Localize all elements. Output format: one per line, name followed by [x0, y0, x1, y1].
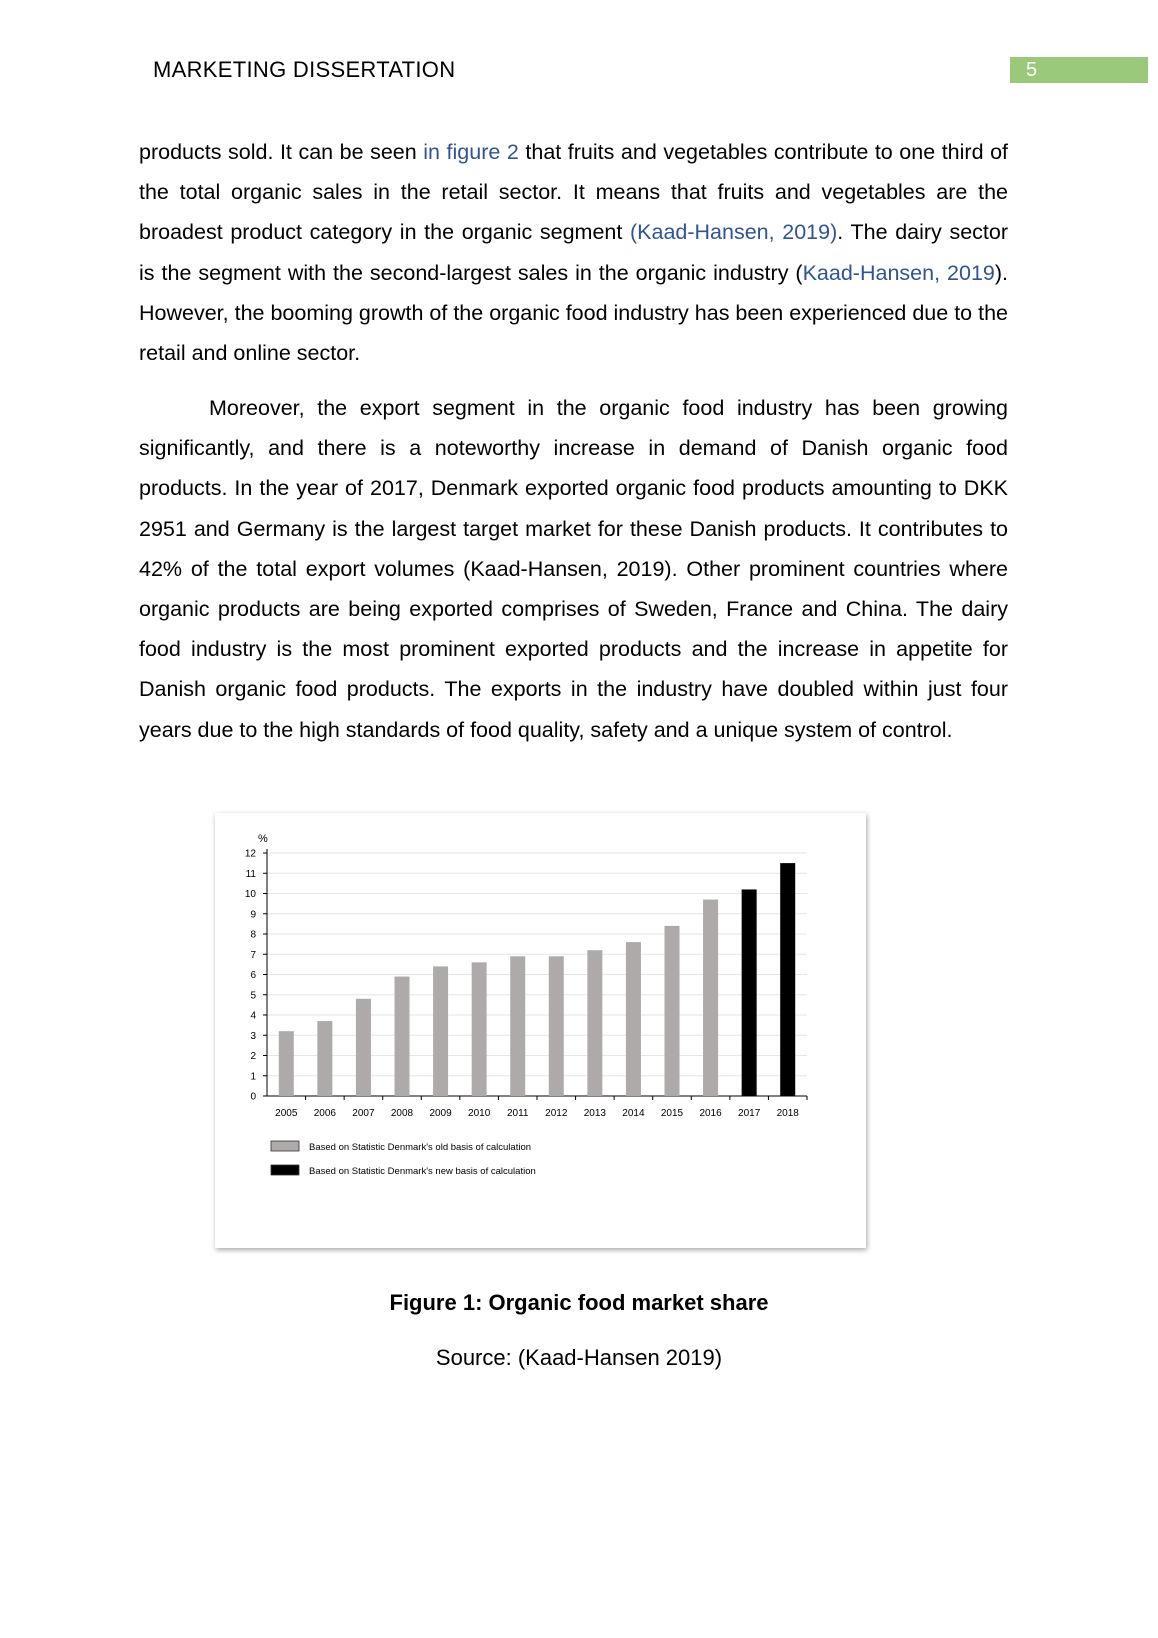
y-tick-label: 3 — [250, 1030, 256, 1042]
x-tick-label: 2005 — [275, 1108, 298, 1119]
x-tick-label: 2009 — [429, 1108, 452, 1119]
y-tick-label: 10 — [244, 889, 256, 900]
x-tick-label: 2013 — [583, 1108, 606, 1119]
y-tick-label: 8 — [250, 929, 256, 941]
y-tick-label: 11 — [245, 868, 256, 880]
x-tick-label: 2015 — [660, 1108, 684, 1119]
y-tick-label: 0 — [250, 1091, 256, 1103]
bar-2018 — [780, 863, 795, 1096]
bar-2013 — [587, 950, 602, 1096]
paragraph-text: products sold. It can be seen — [139, 140, 424, 164]
x-tick-label: 2008 — [390, 1108, 414, 1119]
x-tick-label: 2014 — [622, 1108, 645, 1119]
bar-2012 — [549, 956, 564, 1096]
bar-2010 — [472, 962, 487, 1096]
x-tick-label: 2006 — [313, 1108, 336, 1119]
bar-2009 — [433, 966, 448, 1096]
bar-2005 — [279, 1031, 294, 1096]
x-tick-label: 2017 — [738, 1108, 761, 1119]
bar-2016 — [703, 900, 718, 1096]
paragraph-text: Moreover, the export segment in the organic food industry has been growing significantly, and there is a noteworthy increase in demand of Danish organic food products. In the year of 2017, Denmark exported organic food products amounting to DKK 2951 and Germany is the largest target market for these Danish products. It contributes to 42% of the total export volumes (Kaad-Hansen, 2019). Other prominent countries where organic products are being exported comprises of Sweden, France and China. The dairy food industry is the most prominent exported products and the increase in appetite for Danish organic food products. The exports in the industry have doubled within just four years due to the high standards of food quality, safety and a unique system of control. — [139, 396, 1008, 742]
bar-2015 — [665, 926, 680, 1096]
y-axis-label: % — [258, 833, 268, 845]
legend-swatch — [271, 1165, 299, 1175]
body-paragraph-2 — [139, 388, 1008, 750]
figure-source: Source: (Kaad-Hansen 2019) — [435, 1345, 723, 1370]
y-tick-label: 4 — [250, 1010, 256, 1022]
bar-2011 — [510, 956, 525, 1096]
figure-caption: Figure 1: Organic food market share — [389, 1290, 769, 1315]
figure-chart — [215, 813, 866, 1248]
y-tick-label: 1 — [250, 1071, 256, 1083]
paragraph-text: . The dairy sector is the segment with the second-largest sales in the organic industry ( — [139, 220, 1008, 285]
running-header-title: MARKETING DISSERTATION — [153, 57, 456, 82]
x-tick-label: 2007 — [352, 1108, 375, 1119]
bar-chart — [215, 813, 866, 1248]
bar-2017 — [742, 889, 757, 1096]
legend-label: Based on Statistic Denmark's new basis of calculation — [309, 1166, 536, 1177]
x-tick-label: 2012 — [545, 1108, 568, 1119]
paragraph-text: ). However, the booming growth of the organic food industry has been experienced due to the retail and online sector. — [139, 260, 1008, 366]
x-tick-label: 2010 — [468, 1108, 491, 1119]
bar-2008 — [395, 977, 410, 1096]
y-tick-label: 12 — [244, 848, 256, 860]
citation-link[interactable]: (Kaad-Hansen, 2019) — [630, 220, 838, 245]
paragraph-text: that fruits and vegetables contribute to one third of the total organic sales in the retail sector. It means that fruits and vegetables are the broadest product category in the organic segment — [139, 140, 1009, 245]
bar-2014 — [626, 942, 641, 1096]
y-tick-label: 2 — [250, 1051, 256, 1062]
y-tick-label: 6 — [250, 970, 256, 981]
y-tick-label: 7 — [250, 949, 256, 961]
bar-2007 — [356, 999, 371, 1096]
bar-2006 — [317, 1021, 332, 1096]
page-number: 5 — [1010, 57, 1148, 83]
x-tick-label: 2011 — [506, 1108, 529, 1119]
x-tick-label: 2018 — [776, 1108, 799, 1119]
citation-link[interactable]: Kaad-Hansen, 2019 — [802, 260, 995, 285]
legend-label: Based on Statistic Denmark's old basis of calculation — [309, 1142, 532, 1153]
y-tick-label: 5 — [250, 990, 256, 1002]
y-tick-label: 9 — [250, 909, 256, 921]
citation-link[interactable]: in figure 2 — [423, 140, 519, 164]
legend-swatch — [271, 1141, 299, 1151]
x-tick-label: 2016 — [699, 1108, 722, 1119]
body-paragraph-1 — [139, 132, 1008, 373]
